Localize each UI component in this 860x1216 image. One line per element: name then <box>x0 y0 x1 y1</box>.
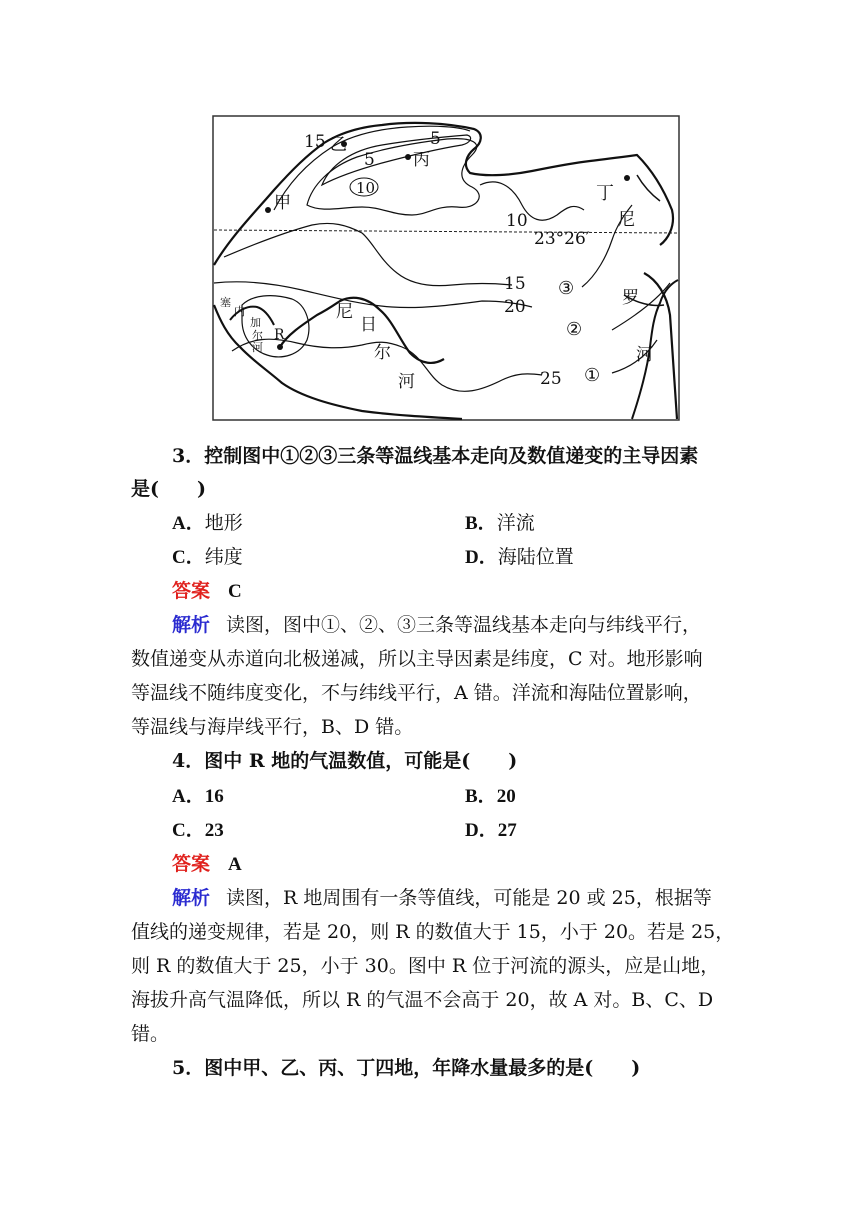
label-latitude: 23°26′ <box>534 229 590 249</box>
q4-option-b[interactable] <box>465 784 516 809</box>
label-yi: 乙 <box>330 135 347 155</box>
q4-option-a-letter: A． <box>172 786 205 807</box>
label-sai: 塞 <box>220 296 231 309</box>
q4-option-a-text: 16 <box>204 786 224 807</box>
q3-explain-label: 解析 <box>172 614 211 636</box>
label-nei: 内 <box>234 305 245 318</box>
q3-option-b-text: 洋流 <box>496 512 535 534</box>
q4-answer-label: 答案 <box>172 853 211 875</box>
q4-stem: 4．图中 R 地的气温数值，可能是( ) <box>172 750 518 772</box>
label-er: 尔 <box>374 343 391 363</box>
q3-option-b-letter: B． <box>465 513 497 534</box>
label-he-left: 河 <box>398 372 415 392</box>
q3-option-a-text: 地形 <box>204 512 243 534</box>
q4-explain-text1: 读图，R 地周围有一条等值线，可能是 20 或 25，根据等 <box>226 887 712 909</box>
label-10-a: 10 <box>356 179 376 197</box>
label-luo: 罗 <box>622 288 639 308</box>
label-r: R <box>274 327 285 343</box>
q4-option-d-text: 27 <box>497 820 517 841</box>
label-er2: 尔 <box>252 329 263 342</box>
label-ri: 日 <box>360 315 377 335</box>
label-c2: ② <box>566 319 583 340</box>
label-ding: 丁 <box>596 183 614 204</box>
q3-option-d-letter: D． <box>465 547 498 568</box>
q3-stem-line1: 3．控制图中①②③三条等温线基本走向及数值递变的主导因素 <box>172 445 699 467</box>
q4-option-d[interactable] <box>465 818 517 843</box>
label-10-b: 10 <box>506 211 528 231</box>
q4-explain-line1 <box>172 886 712 910</box>
label-bing: 丙 <box>413 150 430 170</box>
label-5-a: 5 <box>430 129 441 149</box>
label-25: 25 <box>540 369 562 389</box>
q3-option-c[interactable] <box>172 545 243 570</box>
q4-option-a[interactable] <box>172 784 224 809</box>
q4-option-c-text: 23 <box>204 820 224 841</box>
q3-stem-line2: 是( ) <box>131 478 206 500</box>
q3-explain-text1: 读图，图中①、②、③三条等温线基本走向与纬线平行， <box>226 614 702 636</box>
q4-explain-line3: 则 R 的数值大于 25，小于 30。图中 R 位于河流的源头，应是山地， <box>131 955 720 977</box>
q4-answer <box>172 852 242 877</box>
label-c3: ③ <box>558 278 575 299</box>
isotherm-map <box>212 115 680 421</box>
label-he-right: 河 <box>636 345 653 365</box>
q4-option-c-letter: C． <box>172 820 205 841</box>
q4-explain-label: 解析 <box>172 887 211 909</box>
label-jia2: 加 <box>250 316 261 329</box>
q4-option-b-text: 20 <box>496 786 516 807</box>
point-r <box>277 344 283 350</box>
q5-stem: 5．图中甲、乙、丙、丁四地，年降水量最多的是( ) <box>172 1057 641 1079</box>
q4-explain-line4: 海拔升高气温降低，所以 R 的气温不会高于 20，故 A 对。B、C、D <box>131 989 714 1011</box>
q3-explain-line2: 数值递变从赤道向北极递减，所以主导因素是纬度，C 对。地形影响 <box>131 648 703 670</box>
q3-answer-label: 答案 <box>172 580 211 602</box>
q4-option-d-letter: D． <box>465 820 498 841</box>
label-jia: 甲 <box>274 193 291 213</box>
q3-option-d[interactable] <box>465 545 574 570</box>
label-15-top: 15 <box>304 132 326 152</box>
label-20: 20 <box>504 297 526 317</box>
q3-option-b[interactable] <box>465 511 535 536</box>
label-ni-right: 尼 <box>618 210 635 230</box>
point-jia <box>265 207 271 213</box>
q4-answer-value: A <box>228 854 242 875</box>
map-frame <box>213 116 679 420</box>
q3-option-a[interactable] <box>172 511 243 536</box>
q3-explain-line4: 等温线与海岸线平行，B、D 错。 <box>131 716 414 738</box>
q3-answer <box>172 579 242 604</box>
label-5-b: 5 <box>364 150 375 170</box>
q4-explain-line2: 值线的递变规律，若是 20，则 R 的数值大于 15，小于 20。若是 25， <box>131 921 735 943</box>
q3-option-d-text: 海陆位置 <box>497 546 574 568</box>
q4-explain-line5: 错。 <box>131 1023 170 1045</box>
q3-explain-line3: 等温线不随纬度变化，不与纬线平行，A 错。洋流和海陆位置影响， <box>131 682 702 704</box>
q3-option-a-letter: A． <box>172 513 205 534</box>
q3-explain-line1 <box>172 613 701 637</box>
label-he2: 河 <box>252 341 263 354</box>
point-ding <box>624 175 630 181</box>
q4-option-c[interactable] <box>172 818 224 843</box>
q4-option-b-letter: B． <box>465 786 497 807</box>
q3-answer-value: C <box>228 581 242 602</box>
map-svg <box>212 115 680 421</box>
label-c1: ① <box>584 365 601 386</box>
label-ni-left: 尼 <box>336 302 353 322</box>
point-bing <box>405 154 411 160</box>
label-15: 15 <box>504 274 526 294</box>
q3-option-c-letter: C． <box>172 547 205 568</box>
q3-option-c-text: 纬度 <box>204 546 243 568</box>
